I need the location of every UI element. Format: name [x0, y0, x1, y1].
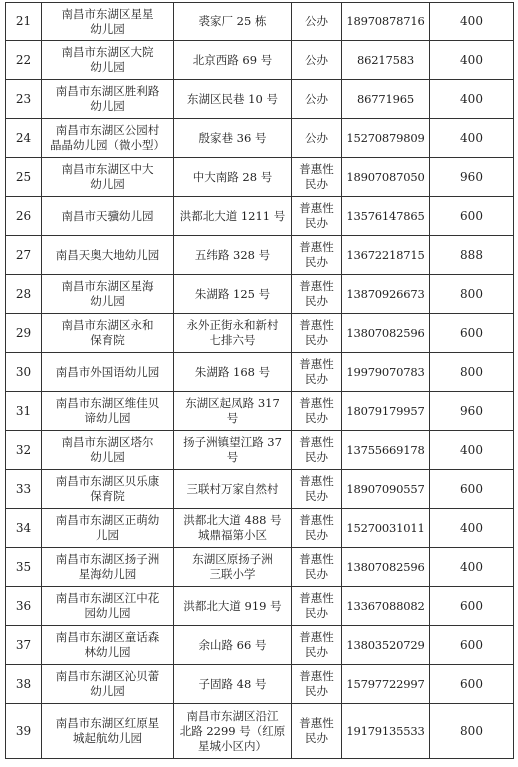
kindergarten-table — [5, 2, 514, 759]
table-row — [6, 275, 514, 314]
row-number-cell: 26 — [6, 197, 42, 236]
kindergarten-name-cell-line: 南昌市东湖区星星 — [61, 6, 154, 21]
capacity-cell: 600 — [430, 197, 514, 236]
row-number-cell: 23 — [6, 80, 42, 119]
ownership-type-cell — [292, 119, 342, 158]
kindergarten-name-cell — [42, 470, 174, 509]
capacity-cell: 400 — [430, 119, 514, 158]
address-cell — [174, 353, 292, 392]
phone-cell: 13803520729 — [342, 626, 430, 665]
kindergarten-name-cell-line: 南昌市天骥幼儿园 — [61, 208, 154, 223]
kindergarten-name-cell-line: 南昌市东湖区正萌幼 — [55, 513, 160, 527]
ownership-type-cell — [292, 197, 342, 236]
kindergarten-name-cell-line: 南昌市东湖区维佳贝 — [55, 396, 160, 410]
kindergarten-name-cell-line: 幼儿园 — [90, 684, 125, 698]
kindergarten-name-cell-line: 南昌市东湖区红原星 — [55, 716, 160, 730]
kindergarten-name-cell-line: 南昌市东湖区扬子洲 — [55, 552, 160, 566]
kindergarten-name-cell — [42, 704, 174, 759]
ownership-type-cell — [292, 509, 342, 548]
table-row — [6, 158, 514, 197]
capacity-cell: 888 — [430, 236, 514, 275]
kindergarten-name-cell-line: 南昌市东湖区童话森 — [55, 630, 160, 644]
table-row — [6, 236, 514, 275]
table-row — [6, 3, 514, 41]
address-cell — [174, 548, 292, 587]
address-cell — [174, 275, 292, 314]
ownership-type-cell-line: 民办 — [305, 333, 328, 347]
row-number-cell: 22 — [6, 41, 42, 80]
kindergarten-name-cell — [42, 41, 174, 80]
kindergarten-name-cell — [42, 431, 174, 470]
kindergarten-name-cell-line: 幼儿园 — [90, 177, 125, 191]
kindergarten-name-cell-line: 南昌市东湖区胜利路 — [55, 84, 160, 98]
capacity-cell: 400 — [430, 80, 514, 119]
ownership-type-cell — [292, 275, 342, 314]
ownership-type-cell — [292, 704, 342, 759]
ownership-type-cell — [292, 431, 342, 470]
ownership-type-cell — [292, 470, 342, 509]
kindergarten-name-cell-line: 保育院 — [90, 333, 125, 347]
ownership-type-cell-line: 民办 — [305, 177, 328, 191]
ownership-type-cell-line: 普惠性 — [299, 279, 334, 293]
capacity-cell: 800 — [430, 704, 514, 759]
ownership-type-cell-line: 民办 — [305, 372, 328, 386]
table-row — [6, 353, 514, 392]
table-row — [6, 119, 514, 158]
ownership-type-cell-line: 民办 — [305, 411, 328, 425]
phone-cell: 13672218715 — [342, 236, 430, 275]
ownership-type-cell-line: 公办 — [305, 130, 328, 145]
table-row — [6, 626, 514, 665]
table-body — [6, 3, 514, 759]
address-cell-line: 七排六号 — [209, 333, 256, 347]
ownership-type-cell-line: 民办 — [305, 528, 328, 542]
ownership-type-cell — [292, 626, 342, 665]
kindergarten-name-cell — [42, 392, 174, 431]
ownership-type-cell-line: 公办 — [305, 14, 328, 28]
phone-cell: 13807082596 — [342, 314, 430, 353]
kindergarten-name-cell-line: 城起航幼儿园 — [73, 731, 142, 745]
capacity-cell: 400 — [430, 548, 514, 587]
kindergarten-name-cell — [42, 197, 174, 236]
ownership-type-cell-line: 民办 — [305, 567, 328, 581]
address-cell-line: 永外正街永和新村 — [186, 318, 279, 332]
kindergarten-name-cell-line: 南昌市东湖区公园村 — [55, 123, 160, 137]
phone-cell: 19179135533 — [342, 704, 430, 759]
kindergarten-name-cell — [42, 275, 174, 314]
address-cell — [174, 41, 292, 80]
address-cell-line: 三联村万家自然村 — [186, 481, 279, 496]
address-cell-line: 洪都北大道 1211 号 — [179, 208, 286, 223]
address-cell-line: 城鼎福第小区 — [198, 528, 267, 542]
capacity-cell: 600 — [430, 470, 514, 509]
table-row — [6, 392, 514, 431]
phone-cell: 19979070783 — [342, 353, 430, 392]
phone-cell: 15797722997 — [342, 665, 430, 704]
ownership-type-cell-line: 民办 — [305, 731, 328, 745]
capacity-cell: 600 — [430, 626, 514, 665]
ownership-type-cell-line: 民办 — [305, 216, 328, 230]
kindergarten-name-cell-line: 南昌市外国语幼儿园 — [55, 364, 160, 379]
table-row — [6, 587, 514, 626]
address-cell — [174, 314, 292, 353]
address-cell — [174, 236, 292, 275]
ownership-type-cell-line: 民办 — [305, 450, 328, 464]
phone-cell: 86217583 — [342, 41, 430, 80]
address-cell — [174, 587, 292, 626]
kindergarten-name-cell — [42, 314, 174, 353]
table-row — [6, 470, 514, 509]
ownership-type-cell-line: 普惠性 — [299, 318, 334, 332]
phone-cell: 18079179957 — [342, 392, 430, 431]
address-cell-line: 殷家巷 36 号 — [198, 130, 267, 145]
capacity-cell: 600 — [430, 314, 514, 353]
capacity-cell: 400 — [430, 509, 514, 548]
capacity-cell: 800 — [430, 353, 514, 392]
row-number-cell: 33 — [6, 470, 42, 509]
address-cell-line: 洪都北大道 488 号 — [183, 513, 282, 527]
row-number-cell: 36 — [6, 587, 42, 626]
kindergarten-name-cell-line: 星海幼儿园 — [78, 567, 137, 581]
address-cell-line: 洪都北大道 919 号 — [183, 598, 282, 613]
phone-cell: 13367088082 — [342, 587, 430, 626]
row-number-cell: 25 — [6, 158, 42, 197]
kindergarten-name-cell-line: 南昌市东湖区大院 — [61, 45, 154, 59]
kindergarten-name-cell-line: 幼儿园 — [90, 60, 125, 74]
kindergarten-name-cell-line: 幼儿园 — [90, 294, 125, 308]
kindergarten-name-cell-line: 南昌市东湖区贝乐康 — [55, 474, 160, 488]
phone-cell: 18907087050 — [342, 158, 430, 197]
address-cell — [174, 158, 292, 197]
address-cell-line: 北京西路 69 号 — [192, 52, 273, 67]
phone-cell: 15270031011 — [342, 509, 430, 548]
kindergarten-name-cell — [42, 509, 174, 548]
ownership-type-cell-line: 普惠性 — [299, 435, 334, 449]
table-row — [6, 548, 514, 587]
address-cell-line: 东湖区民巷 10 号 — [187, 91, 278, 106]
phone-cell: 13870926673 — [342, 275, 430, 314]
ownership-type-cell — [292, 80, 342, 119]
address-cell-line: 裘家厂 25 栋 — [198, 14, 267, 28]
row-number-cell: 28 — [6, 275, 42, 314]
row-number-cell: 38 — [6, 665, 42, 704]
ownership-type-cell-line: 民办 — [305, 645, 328, 659]
address-cell-line: 五纬路 328 号 — [194, 247, 271, 262]
address-cell — [174, 119, 292, 158]
kindergarten-name-cell — [42, 626, 174, 665]
kindergarten-name-cell-line: 林幼儿园 — [84, 645, 131, 659]
phone-cell: 18970878716 — [342, 3, 430, 41]
address-cell-line: 朱湖路 125 号 — [194, 286, 271, 301]
ownership-type-cell-line: 普惠性 — [299, 201, 334, 215]
row-number-cell: 29 — [6, 314, 42, 353]
ownership-type-cell-line: 普惠性 — [299, 474, 334, 488]
ownership-type-cell-line: 普惠性 — [299, 630, 334, 644]
ownership-type-cell — [292, 548, 342, 587]
kindergarten-name-cell-line: 儿园 — [96, 528, 119, 542]
ownership-type-cell-line: 民办 — [305, 294, 328, 308]
ownership-type-cell — [292, 353, 342, 392]
phone-cell: 18907090557 — [342, 470, 430, 509]
ownership-type-cell — [292, 158, 342, 197]
address-cell-line: 号 — [226, 411, 239, 425]
ownership-type-cell-line: 普惠性 — [299, 552, 334, 566]
table-row — [6, 41, 514, 80]
ownership-type-cell-line: 公办 — [305, 52, 328, 67]
row-number-cell: 27 — [6, 236, 42, 275]
kindergarten-name-cell-line: 保育院 — [90, 489, 125, 503]
row-number-cell: 24 — [6, 119, 42, 158]
address-cell-line: 扬子洲镇望江路 37 — [183, 435, 282, 449]
kindergarten-name-cell — [42, 548, 174, 587]
address-cell-line: 南昌市东湖区沿江 — [186, 708, 279, 723]
table-row — [6, 509, 514, 548]
address-cell — [174, 704, 292, 759]
kindergarten-name-cell — [42, 3, 174, 41]
kindergarten-name-cell-line: 谛幼儿园 — [84, 411, 131, 425]
phone-cell: 86771965 — [342, 80, 430, 119]
kindergarten-name-cell-line: 幼儿园 — [90, 21, 125, 36]
kindergarten-name-cell — [42, 80, 174, 119]
address-cell — [174, 392, 292, 431]
row-number-cell: 37 — [6, 626, 42, 665]
ownership-type-cell — [292, 41, 342, 80]
kindergarten-name-cell-line: 幼儿园 — [90, 450, 125, 464]
row-number-cell: 34 — [6, 509, 42, 548]
address-cell-line: 三联小学 — [209, 567, 256, 581]
capacity-cell: 400 — [430, 3, 514, 41]
ownership-type-cell-line: 普惠性 — [299, 396, 334, 410]
ownership-type-cell — [292, 3, 342, 41]
ownership-type-cell — [292, 392, 342, 431]
row-number-cell: 39 — [6, 704, 42, 759]
kindergarten-name-cell-line: 南昌市东湖区星海 — [61, 279, 154, 293]
ownership-type-cell — [292, 665, 342, 704]
phone-cell: 15270879809 — [342, 119, 430, 158]
address-cell — [174, 626, 292, 665]
address-cell-line: 中大南路 28 号 — [192, 169, 273, 184]
address-cell — [174, 431, 292, 470]
ownership-type-cell-line: 普惠性 — [299, 716, 334, 730]
address-cell — [174, 80, 292, 119]
ownership-type-cell — [292, 314, 342, 353]
address-cell — [174, 665, 292, 704]
row-number-cell: 31 — [6, 392, 42, 431]
kindergarten-name-cell — [42, 587, 174, 626]
table-row — [6, 665, 514, 704]
address-cell-line: 号 — [226, 450, 239, 464]
ownership-type-cell-line: 公办 — [305, 91, 328, 106]
kindergarten-name-cell-line: 南昌市东湖区沁贝蕾 — [55, 669, 160, 683]
ownership-type-cell-line: 民办 — [305, 684, 328, 698]
kindergarten-name-cell-line: 晶晶幼儿园（微小型） — [50, 138, 165, 152]
capacity-cell: 400 — [430, 41, 514, 80]
ownership-type-cell-line: 普惠性 — [299, 162, 334, 176]
table-row — [6, 431, 514, 470]
row-number-cell: 32 — [6, 431, 42, 470]
capacity-cell: 960 — [430, 392, 514, 431]
kindergarten-name-cell — [42, 119, 174, 158]
row-number-cell: 21 — [6, 3, 42, 41]
kindergarten-name-cell-line: 幼儿园 — [90, 99, 125, 113]
capacity-cell: 960 — [430, 158, 514, 197]
address-cell — [174, 3, 292, 41]
kindergarten-name-cell-line: 南昌市东湖区塔尔 — [61, 435, 154, 449]
kindergarten-name-cell — [42, 158, 174, 197]
ownership-type-cell-line: 普惠性 — [299, 591, 334, 605]
capacity-cell: 600 — [430, 587, 514, 626]
kindergarten-name-cell-line: 南昌市东湖区永和 — [61, 318, 154, 332]
capacity-cell: 800 — [430, 275, 514, 314]
address-cell — [174, 197, 292, 236]
table-row — [6, 704, 514, 759]
address-cell-line: 东湖区起凤路 317 — [185, 396, 280, 410]
ownership-type-cell — [292, 236, 342, 275]
kindergarten-name-cell — [42, 353, 174, 392]
capacity-cell: 600 — [430, 665, 514, 704]
phone-cell: 13576147865 — [342, 197, 430, 236]
phone-cell: 13807082596 — [342, 548, 430, 587]
ownership-type-cell-line: 普惠性 — [299, 669, 334, 683]
ownership-type-cell-line: 民办 — [305, 489, 328, 503]
row-number-cell: 35 — [6, 548, 42, 587]
kindergarten-name-cell — [42, 236, 174, 275]
ownership-type-cell — [292, 587, 342, 626]
kindergarten-name-cell-line: 园幼儿园 — [84, 606, 131, 620]
address-cell-line: 星城小区内） — [198, 738, 267, 753]
address-cell — [174, 470, 292, 509]
ownership-type-cell-line: 普惠性 — [299, 240, 334, 254]
address-cell — [174, 509, 292, 548]
table-row — [6, 314, 514, 353]
ownership-type-cell-line: 民办 — [305, 255, 328, 269]
address-cell-line: 子固路 48 号 — [198, 676, 267, 691]
capacity-cell: 400 — [430, 431, 514, 470]
phone-cell: 13755669178 — [342, 431, 430, 470]
row-number-cell: 30 — [6, 353, 42, 392]
address-cell-line: 朱湖路 168 号 — [194, 364, 271, 379]
address-cell-line: 余山路 66 号 — [198, 637, 267, 652]
kindergarten-name-cell-line: 南昌市东湖区江中花 — [55, 591, 160, 605]
ownership-type-cell-line: 普惠性 — [299, 513, 334, 527]
kindergarten-name-cell-line: 南昌市东湖区中大 — [61, 162, 154, 176]
kindergarten-name-cell-line: 南昌天奥大地幼儿园 — [55, 247, 160, 262]
table-row — [6, 197, 514, 236]
kindergarten-name-cell — [42, 665, 174, 704]
address-cell-line: 东湖区原扬子洲 — [192, 552, 273, 566]
table-row — [6, 80, 514, 119]
address-cell-line: 北路 2299 号（红原 — [179, 723, 286, 738]
ownership-type-cell-line: 普惠性 — [299, 357, 334, 371]
ownership-type-cell-line: 民办 — [305, 606, 328, 620]
